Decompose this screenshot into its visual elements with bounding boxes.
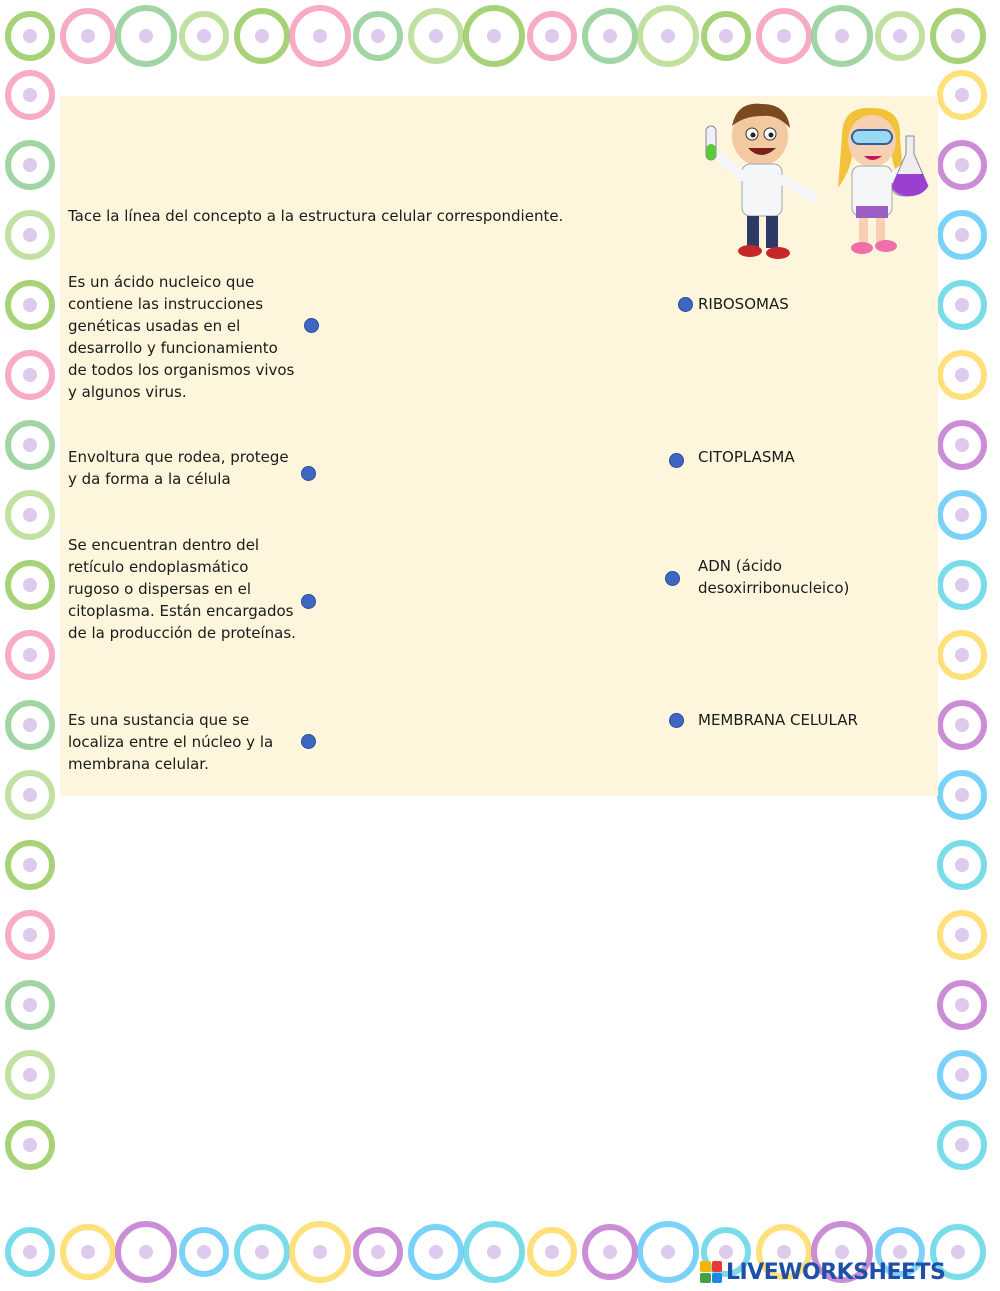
concept-text-2: Envoltura que rodea, protege y da forma a la célula <box>68 448 289 488</box>
border-bead <box>23 578 37 592</box>
border-bead <box>955 858 969 872</box>
border-bead <box>81 1245 95 1259</box>
instruction-text: Tace la línea del concepto a la estructura celular correspondiente. <box>68 207 564 225</box>
border-bead <box>197 1245 211 1259</box>
border-bead <box>955 928 969 942</box>
boy-scientist-icon <box>706 104 812 259</box>
border-bead <box>955 158 969 172</box>
border-bead <box>429 29 443 43</box>
border-bead <box>777 1245 791 1259</box>
border-bead <box>23 718 37 732</box>
border-bead <box>313 29 327 43</box>
answer-adn: ADN (ácido desoxirribonucleico) <box>698 557 850 597</box>
border-bead <box>893 1245 907 1259</box>
liveworksheets-logo-icon <box>700 1261 722 1283</box>
answer-connector-dot-4[interactable] <box>669 713 684 728</box>
border-bead <box>951 1245 965 1259</box>
answer-ribosomas: RIBOSOMAS <box>698 295 789 313</box>
border-bead <box>777 29 791 43</box>
border-bead <box>661 29 675 43</box>
border-bead <box>955 368 969 382</box>
border-bead <box>255 1245 269 1259</box>
concept-text-3: Se encuentran dentro del retículo endoplasmático rugoso o dispersas en el citoplasma. Están encargados de la producción de proteínas. <box>68 536 296 642</box>
border-bead <box>955 578 969 592</box>
border-bead <box>487 29 501 43</box>
border-bead <box>139 29 153 43</box>
concept-text-4: Es una sustancia que se localiza entre el núcleo y la membrana celular. <box>68 711 274 773</box>
concept-connector-dot-4[interactable] <box>301 734 316 749</box>
border-bead <box>81 29 95 43</box>
border-bead <box>955 88 969 102</box>
border-bead <box>197 29 211 43</box>
border-bead <box>955 788 969 802</box>
border-bead <box>371 29 385 43</box>
border-bead <box>23 788 37 802</box>
border-bead <box>955 648 969 662</box>
border-bead <box>603 1245 617 1259</box>
answer-membrana-celular: MEMBRANA CELULAR <box>698 711 858 729</box>
border-bead <box>23 158 37 172</box>
scientists-illustration <box>692 96 938 271</box>
answer-connector-dot-1[interactable] <box>678 297 693 312</box>
border-bead <box>955 1068 969 1082</box>
border-bead <box>719 29 733 43</box>
border-bead <box>719 1245 733 1259</box>
border-bead <box>23 88 37 102</box>
border-bead <box>545 1245 559 1259</box>
border-bead <box>955 298 969 312</box>
border-bead <box>951 29 965 43</box>
border-bead <box>23 928 37 942</box>
border-bead <box>255 29 269 43</box>
concept-connector-dot-2[interactable] <box>301 466 316 481</box>
border-bead <box>487 1245 501 1259</box>
concept-connector-dot-3[interactable] <box>301 594 316 609</box>
border-bead <box>139 1245 153 1259</box>
border-bead <box>955 718 969 732</box>
border-bead <box>955 1138 969 1152</box>
border-bead <box>23 508 37 522</box>
border-bead <box>955 998 969 1012</box>
border-bead <box>835 1245 849 1259</box>
border-bead <box>23 1068 37 1082</box>
border-bead <box>23 648 37 662</box>
concept-connector-dot-1[interactable] <box>304 318 319 333</box>
border-bead <box>835 29 849 43</box>
answer-citoplasma: CITOPLASMA <box>698 448 795 466</box>
border-bead <box>955 228 969 242</box>
border-bead <box>23 998 37 1012</box>
border-bead <box>23 1245 37 1259</box>
border-bead <box>23 298 37 312</box>
answer-connector-dot-2[interactable] <box>669 453 684 468</box>
liveworksheets-brand <box>700 1258 945 1286</box>
border-bead <box>429 1245 443 1259</box>
border-bead <box>545 29 559 43</box>
border-bead <box>23 1138 37 1152</box>
border-bead <box>371 1245 385 1259</box>
border-bead <box>955 508 969 522</box>
girl-scientist-icon <box>838 108 928 254</box>
border-bead <box>955 438 969 452</box>
border-bead <box>23 228 37 242</box>
border-bead <box>23 29 37 43</box>
border-bead <box>313 1245 327 1259</box>
border-bead <box>23 368 37 382</box>
border-bead <box>603 29 617 43</box>
brand-name: LIVEWORKSHEETS <box>726 1259 946 1285</box>
border-bead <box>23 858 37 872</box>
border-bead <box>661 1245 675 1259</box>
border-bead <box>23 438 37 452</box>
concept-text-1: Es un ácido nucleico que contiene las instrucciones genéticas usadas en el desarrollo y funcionamiento de todos los organismos vivos y algunos virus. <box>68 273 295 401</box>
border-bead <box>893 29 907 43</box>
answer-connector-dot-3[interactable] <box>665 571 680 586</box>
